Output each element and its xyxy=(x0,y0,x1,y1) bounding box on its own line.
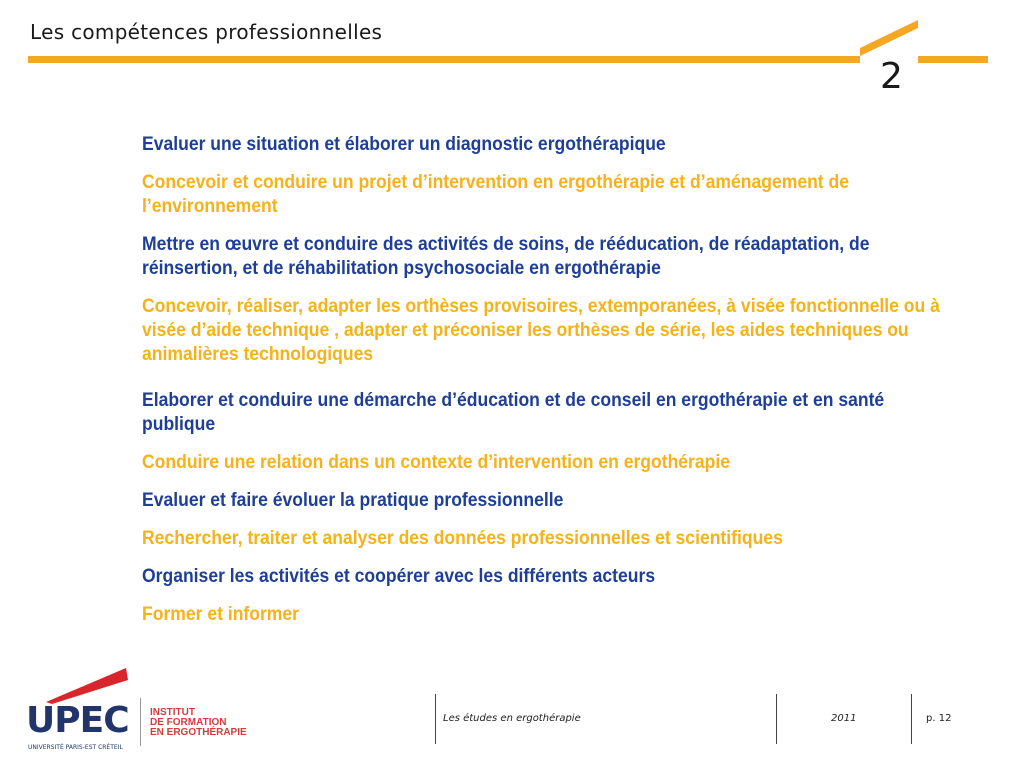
upec-logo-swoosh-icon xyxy=(26,664,136,704)
upec-logo-subtitle: UNIVERSITÉ PARIS-EST CRÉTEIL xyxy=(28,744,123,751)
footer-year: 2011 xyxy=(831,713,857,724)
footer-divider xyxy=(776,694,777,744)
institute-line: DE FORMATION xyxy=(150,717,227,728)
header-rule-right xyxy=(918,56,988,63)
institute-line: EN ERGOTHÉRAPIE xyxy=(150,727,247,738)
competence-list xyxy=(142,132,954,640)
section-number: 2 xyxy=(880,56,903,97)
competence-item: Concevoir, réaliser, adapter les orthèses provisoires, extemporanées, à visée fonctionnelle ou à visée d’aide technique , adapter et préconiser les orthèses de série, les aides techniques ou animalières technologiques xyxy=(142,295,940,365)
competence-item: Elaborer et conduire une démarche d’éducation et de conseil en ergothérapie et en santé publique xyxy=(142,389,885,435)
institute-line: INSTITUT xyxy=(150,707,195,718)
competence-item: Former et informer xyxy=(142,603,300,625)
competence-item: Rechercher, traiter et analyser des données professionnelles et scientifiques xyxy=(142,527,783,549)
competence-item: Conduire une relation dans un contexte d’intervention en ergothérapie xyxy=(142,451,731,473)
competence-item: Evaluer et faire évoluer la pratique professionnelle xyxy=(142,489,564,511)
competence-item: Organiser les activités et coopérer avec les différents acteurs xyxy=(142,565,656,587)
footer-document-title: Les études en ergothérapie xyxy=(443,713,581,724)
header-rule-slant xyxy=(858,20,920,56)
upec-logo-text: UPEC xyxy=(26,700,129,741)
logo-divider xyxy=(140,698,141,746)
competence-item: Evaluer une situation et élaborer un diagnostic ergothérapique xyxy=(142,133,666,155)
footer-divider xyxy=(911,694,912,744)
slide-title: Les compétences professionnelles xyxy=(30,20,383,44)
header-rule-left xyxy=(28,56,860,63)
institute-name xyxy=(150,708,247,738)
footer-divider xyxy=(435,694,436,744)
upec-logo xyxy=(26,664,136,754)
competence-item: Concevoir et conduire un projet d’intervention en ergothérapie et d’aménagement de l’environnement xyxy=(142,171,850,217)
footer-page-number: p. 12 xyxy=(926,713,952,724)
competence-item: Mettre en œuvre et conduire des activités de soins, de rééducation, de réadaptation, de réinsertion, et de réhabilitation psychosociale en ergothérapie xyxy=(142,233,870,279)
